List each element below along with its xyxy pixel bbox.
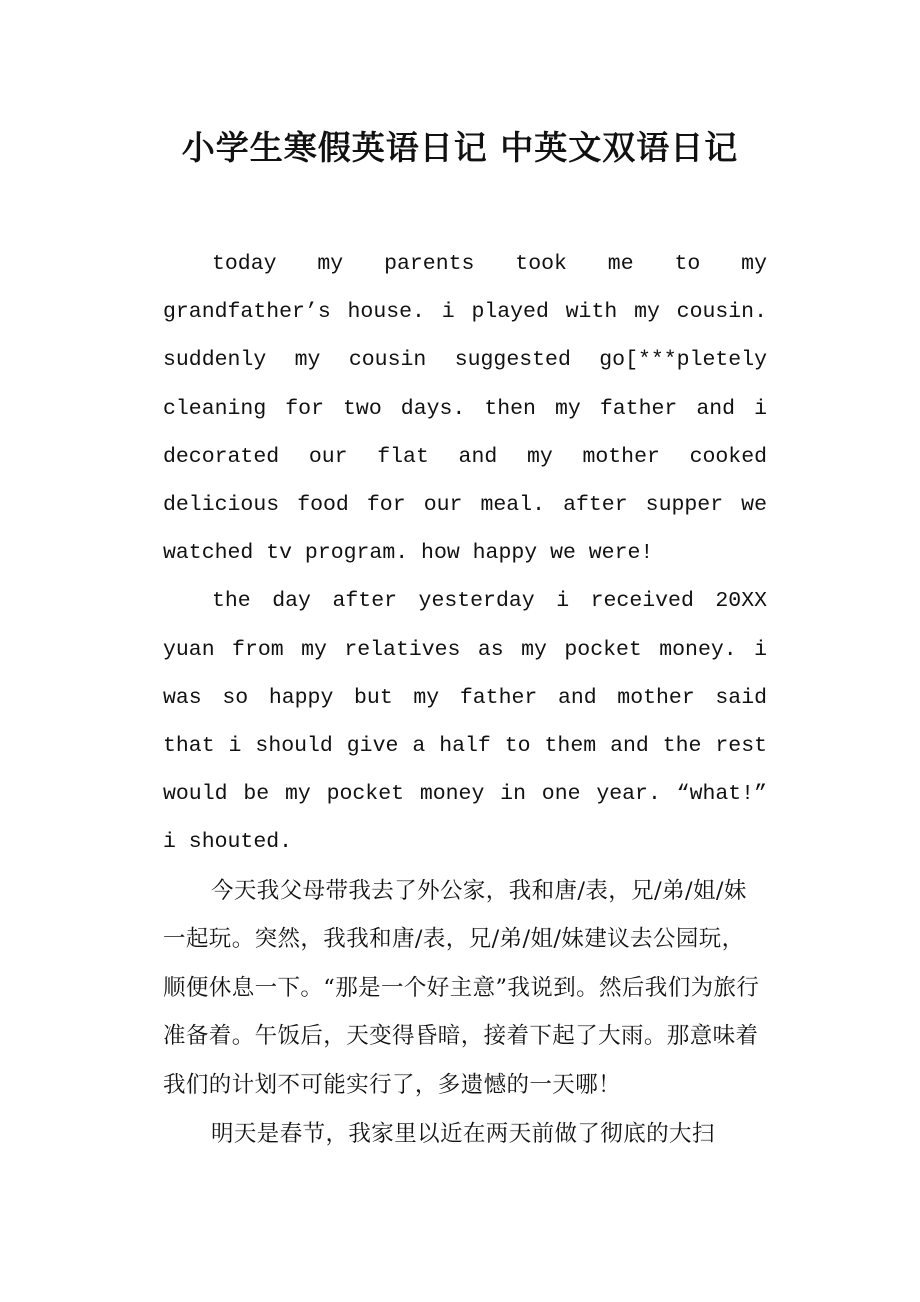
- document-title: 小学生寒假英语日记 中英文双语日记: [181, 128, 739, 167]
- paragraph-chinese-2: 明天是春节，我家里以近在两天前做了彻底的大扫: [211, 1120, 715, 1147]
- paragraph-english-1: today my parents took me to my grandfather’s house. i played with my cousin. suddenly my cousin suggested go[***pletely cleaning for two days. then my father and i decorated our flat and my mother cooked delicious food for our meal. after supper we watched tv program. how happy we were!: [163, 252, 767, 566]
- paragraph-chinese-1: 今天我父母带我去了外公家，我和唐/表，兄/弟/姐/妹一起玩。突然，我我和唐/表，兄/弟/姐/妹建议去公园玩，顺便休息一下。“那是一个好主意”我说到。然后我们为旅行准备着。午饭后，天变得昏暗，接着下起了大雨。那意味着我们的计划不可能实行了，多遗憾的一天哪！: [163, 877, 760, 1099]
- paragraph-english-2: the day after yesterday i received 20XX yuan from my relatives as my pocket money. i was so happy but my father and mother said that i should give a half to them and the rest would be my pocket money in one year. “what!” i shouted.: [163, 589, 767, 855]
- document-body: [163, 240, 767, 1158]
